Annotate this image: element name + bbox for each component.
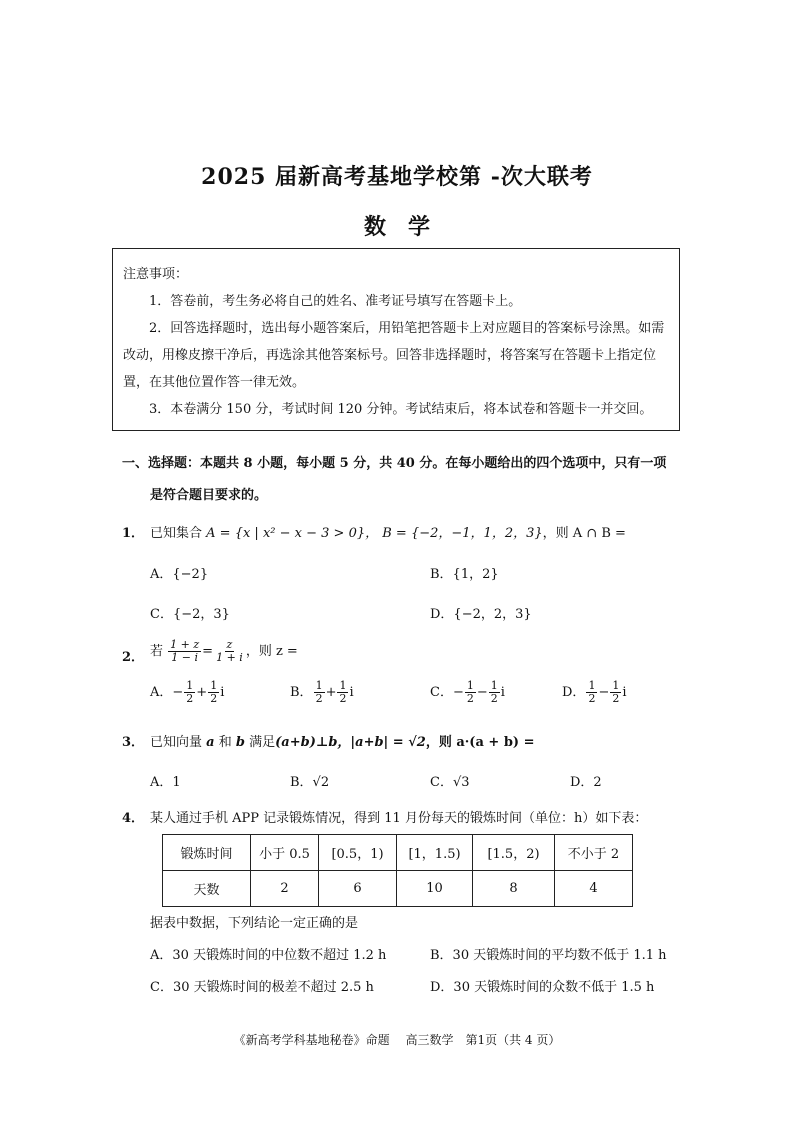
subject-title: 数学: [363, 214, 452, 240]
notice-box: [112, 248, 680, 431]
q3-number: 3．: [122, 735, 145, 750]
table-cell: 天数: [163, 871, 251, 907]
q4-option-a: A．30 天锻炼时间的中位数不超过 1.2 h: [150, 948, 387, 963]
q1-set-b: ， B = {−2，−1，1，2，3}: [365, 526, 543, 541]
q2-number: 2．: [122, 650, 145, 665]
table-cell: 10: [397, 871, 473, 907]
table-cell: 锻炼时间: [163, 835, 251, 871]
q1-option-c: C．{−2，3}: [150, 607, 230, 622]
table-cell: 4: [555, 871, 633, 907]
table-cell: [1，1.5): [397, 835, 473, 871]
table-cell: 不小于 2: [555, 835, 633, 871]
section-heading-line1: 一、选择题：本题共 8 小题，每小题 5 分，共 40 分。在每小题给出的四个选项中，只有一项: [122, 456, 667, 471]
q3-option-c: C．√3: [430, 775, 470, 790]
table-cell: [1.5，2): [473, 835, 555, 871]
q3-option-d: D．2: [570, 775, 602, 790]
q4-stem: 某人通过手机 APP 记录锻炼情况，得到 11 月份每天的锻炼时间（单位：h）如下表：: [150, 811, 648, 826]
q4-table: [162, 834, 633, 907]
q2-ruo: 若: [150, 644, 164, 659]
q4-option-b: B．30 天锻炼时间的平均数不低于 1.1 h: [430, 948, 667, 963]
q2-stem: 若 $\frac{1 + z}{1 - i}$ = $\frac{z}{1 + i}$ ，则 z =: [150, 638, 298, 664]
q2-rhs-fraction: $\frac{z}{1 + i}$: [216, 638, 243, 664]
table-cell: [0.5，1): [319, 835, 397, 871]
q2-option-d: D． $\frac{1}{2}$ − $\frac{1}{2}$ i: [562, 679, 627, 705]
q1-prefix: 已知集合: [150, 526, 203, 541]
q4-option-d: D．30 天锻炼时间的众数不低于 1.5 h: [430, 980, 655, 995]
q1-option-b: B．{1，2}: [430, 567, 499, 582]
q1-number: 1．: [122, 526, 145, 541]
notice-item-2: 2．回答选择题时，选出每小题答案后，用铅笔把答题卡上对应题目的答案标号涂黑。如需改动，用橡皮擦干净后，再选涂其他答案标号。回答非选择题时，将答案写在答题卡上指定位置，在其他位置作答一律无效。: [123, 321, 665, 390]
q1-option-d: D．{−2，2，3}: [430, 607, 532, 622]
exam-title: 2025 届新高考基地学校第 -次大联考: [201, 164, 593, 190]
q3-option-b: B．√2: [290, 775, 330, 790]
section-heading-line2: 是符合题目要求的。: [150, 488, 268, 503]
table-cell: 6: [319, 871, 397, 907]
table-header-row: [163, 835, 633, 871]
q1-ask: ，则 A ∩ B =: [542, 526, 626, 541]
q4-after-table: 据表中数据，下列结论一定正确的是: [150, 916, 359, 931]
notice-item-3: 3．本卷满分 150 分，考试时间 120 分钟。考试结束后，将本试卷和答题卡一并交回。: [149, 402, 653, 417]
q4-option-c: C．30 天锻炼时间的极差不超过 2.5 h: [150, 980, 374, 995]
q3-option-a: A．1: [150, 775, 181, 790]
q2-lhs-fraction: $\frac{1 + z}{1 - i}$: [170, 638, 200, 664]
q1-stem: [150, 522, 626, 541]
page-footer: 《新高考学科基地秘卷》命题 高三数学 第1页（共 4 页）: [233, 1033, 561, 1047]
q2-option-b: B． $\frac{1}{2}$ + $\frac{1}{2}$ i: [290, 679, 354, 705]
q4-number: 4．: [122, 811, 145, 826]
q1-option-a: A．{−2}: [150, 567, 209, 582]
q3-ask: ，则 a·(a + b) =: [425, 735, 535, 750]
q1-set-a: A = {x | x² − x − 3 > 0}: [206, 526, 366, 541]
notice-item-1: 1．答卷前，考生务必将自己的姓名、准考证号填写在答题卡上。: [149, 294, 522, 309]
table-cell: 2: [251, 871, 319, 907]
q3-condition: (a+b)⊥b，|a+b| = √2: [275, 735, 426, 750]
q2-option-c: C．− $\frac{1}{2}$ − $\frac{1}{2}$ i: [430, 679, 505, 705]
q2-ask: ，则 z =: [245, 644, 298, 659]
table-cell: 小于 0.5: [251, 835, 319, 871]
notice-heading: 注意事项：: [123, 267, 189, 282]
table-row: [163, 871, 633, 907]
q3-stem: 已知向量 a 和 b 满足(a+b)⊥b，|a+b| = √2，则 a·(a + b) =: [150, 735, 535, 750]
q2-option-a: A．− $\frac{1}{2}$ + $\frac{1}{2}$ i: [150, 679, 225, 705]
table-cell: 8: [473, 871, 555, 907]
